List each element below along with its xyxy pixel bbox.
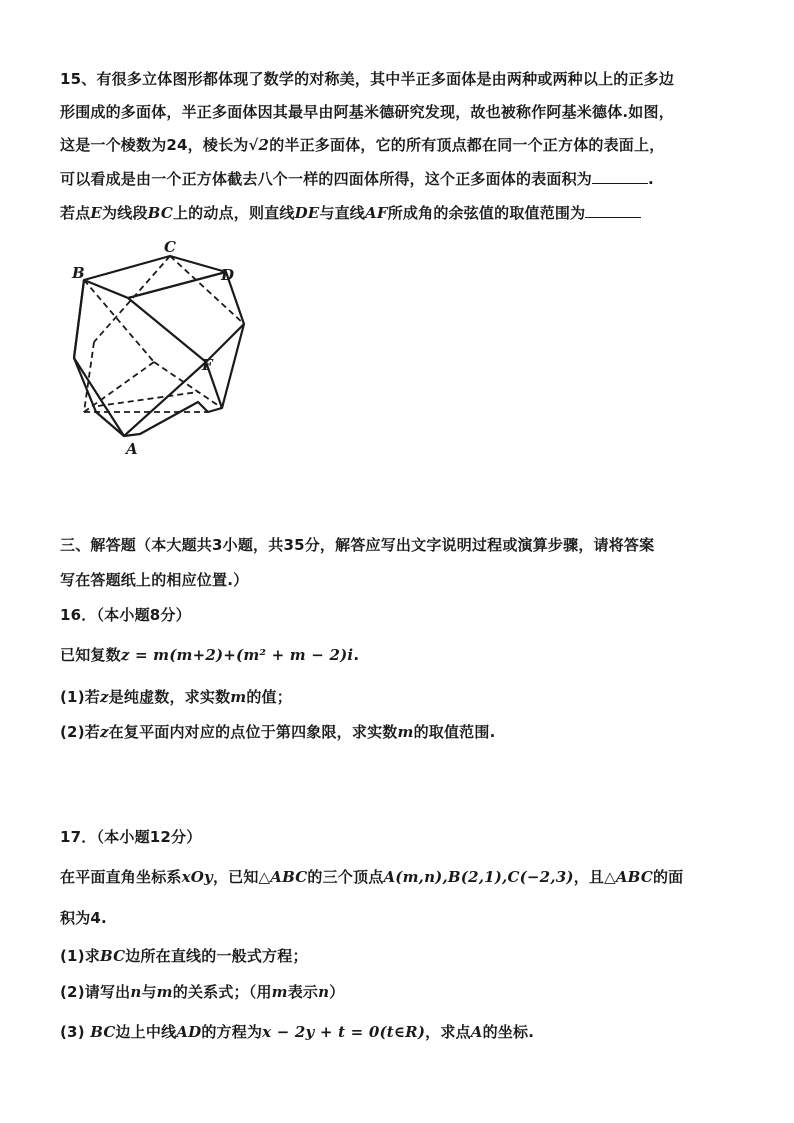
seg-bc: BC (90, 1023, 116, 1041)
var-a: A (470, 1023, 483, 1041)
hidden-edge (94, 256, 170, 342)
edge (74, 358, 124, 436)
seg-bc: BC (147, 204, 173, 222)
coord-system: xOy (181, 868, 213, 886)
section-heading: 写在答题纸上的相应位置.） (60, 571, 249, 589)
complex-number-formula: z = m(m+2)+(m² + m − 2)i (120, 646, 354, 664)
q17-stem-1 (60, 866, 683, 887)
q16-text: 在复平面内对应的点位于第四象限，求实数 (108, 723, 398, 741)
q16-part-2 (60, 721, 495, 742)
var-n: n (318, 983, 330, 1001)
hidden-edge (84, 280, 154, 362)
q15-text: 15、有很多立体图形都体现了数学的对称美，其中半正多面体是由两种或两种以上的正多边 (60, 70, 675, 88)
q17-text: 积为4. (60, 909, 107, 927)
q17-text: ） (329, 983, 345, 1001)
q15-text: . (648, 170, 654, 188)
edge (128, 272, 226, 298)
q17-part-3 (60, 1021, 534, 1042)
q15-line-3 (60, 134, 664, 155)
q17-text: 表示 (287, 983, 319, 1001)
q16-text: 的取值范围. (413, 723, 496, 741)
edge (74, 280, 84, 358)
q17-text: (2)请写出 (60, 983, 131, 1001)
q17-text: 的面 (652, 868, 684, 886)
q16-text: (2)若 (60, 723, 100, 741)
vertex-coordinates: A(m,n),B(2,1),C(−2,3) (383, 868, 574, 886)
q17-text: 的方程为 (201, 1023, 263, 1041)
section-heading: 三、解答题（本大题共3小题，共35分，解答应写出文字说明过程或演算步骤，请将答案 (60, 536, 655, 554)
q16-text: 是纯虚数，求实数 (108, 688, 231, 706)
edge (124, 362, 206, 436)
q15-text: 与直线 (319, 204, 366, 222)
q15-text: 所成角的余弦值的取值范围为 (387, 204, 586, 222)
q17-text: (1)求 (60, 947, 100, 965)
q17-text: ，且△ (573, 868, 616, 886)
label-c: C (164, 238, 176, 256)
q16-header-text: 16．（本小题8分） (60, 606, 191, 624)
line-ad: AD (176, 1023, 202, 1041)
answer-blank-cosine-range[interactable] (585, 203, 641, 218)
q16-text: . (353, 646, 360, 664)
line-de: DE (294, 204, 320, 222)
label-a: A (126, 440, 138, 457)
q15-text: 可以看成是由一个正方体截去八个一样的四面体所得，这个正多面体的表面积为 (60, 170, 593, 188)
q15-line-2 (60, 101, 674, 122)
polyhedron-outline (74, 256, 244, 436)
q17-text: 的坐标. (482, 1023, 535, 1041)
hidden-edge (98, 392, 198, 406)
q17-text: ，已知△ (212, 868, 271, 886)
polyhedron-solid-edges (74, 256, 244, 436)
q17-part-2 (60, 981, 344, 1002)
q17-text: 与 (141, 983, 157, 1001)
q16-part-1 (60, 686, 292, 707)
q17-text: ，求点 (425, 1023, 471, 1041)
q15-text: 形围成的多面体，半正多面体因其最早由阿基米德研究发现，故也被称作阿基米德体.如图， (60, 103, 674, 121)
var-m: m (230, 688, 247, 706)
q15-text: 上的动点，则直线 (172, 204, 295, 222)
q15-line-5 (60, 202, 641, 223)
q15-text: 这是一个棱数为24，棱长为 (60, 136, 249, 154)
q16-text: 已知复数 (60, 646, 121, 664)
q16-text: (1)若 (60, 688, 100, 706)
triangle-abc: ABC (270, 868, 308, 886)
q15-text: 若点 (60, 204, 91, 222)
var-e: E (90, 204, 103, 222)
median-equation: x − 2y + t = 0(t∈R) (262, 1023, 426, 1041)
var-m: m (397, 723, 414, 741)
answer-blank-surface-area[interactable] (592, 169, 648, 184)
label-b: B (72, 264, 85, 282)
q15-line-4 (60, 168, 654, 189)
section3-line-1 (60, 534, 654, 555)
var-z: z (99, 723, 109, 741)
triangle-abc: ABC (615, 868, 653, 886)
q17-text: 边上中线 (115, 1023, 177, 1041)
line-af: AF (365, 204, 388, 222)
sqrt-two: √2 (248, 136, 270, 154)
q17-text: (3) (60, 1023, 85, 1041)
seg-bc: BC (99, 947, 126, 965)
q17-text: 的三个顶点 (307, 868, 384, 886)
var-n: n (130, 983, 142, 1001)
polyhedron-figure (58, 232, 258, 457)
q17-part-1 (60, 945, 308, 966)
q15-text: 为线段 (102, 204, 148, 222)
edge (128, 298, 206, 362)
section3-line-2 (60, 569, 248, 590)
hidden-edge (84, 362, 154, 412)
q15-text: 的半正多面体，它的所有顶点都在同一个正方体的表面上， (269, 136, 665, 154)
label-d: D (221, 266, 235, 284)
q17-header-text: 17．（本小题12分） (60, 828, 202, 846)
label-f: F (202, 356, 213, 374)
var-z: z (99, 688, 109, 706)
q16-text: 的值； (246, 688, 292, 706)
q15-line-1 (60, 68, 674, 89)
q16-header (60, 604, 191, 625)
q17-header (60, 826, 201, 847)
var-m: m (156, 983, 173, 1001)
q17-text: 在平面直角坐标系 (60, 868, 182, 886)
q17-text: 边所在直线的一般式方程； (125, 947, 308, 965)
q17-text: 的关系式；（用 (172, 983, 272, 1001)
var-m: m (271, 983, 288, 1001)
q16-stem (60, 644, 359, 665)
q17-stem-2 (60, 907, 107, 928)
polyhedron-hidden-edges (84, 256, 244, 412)
